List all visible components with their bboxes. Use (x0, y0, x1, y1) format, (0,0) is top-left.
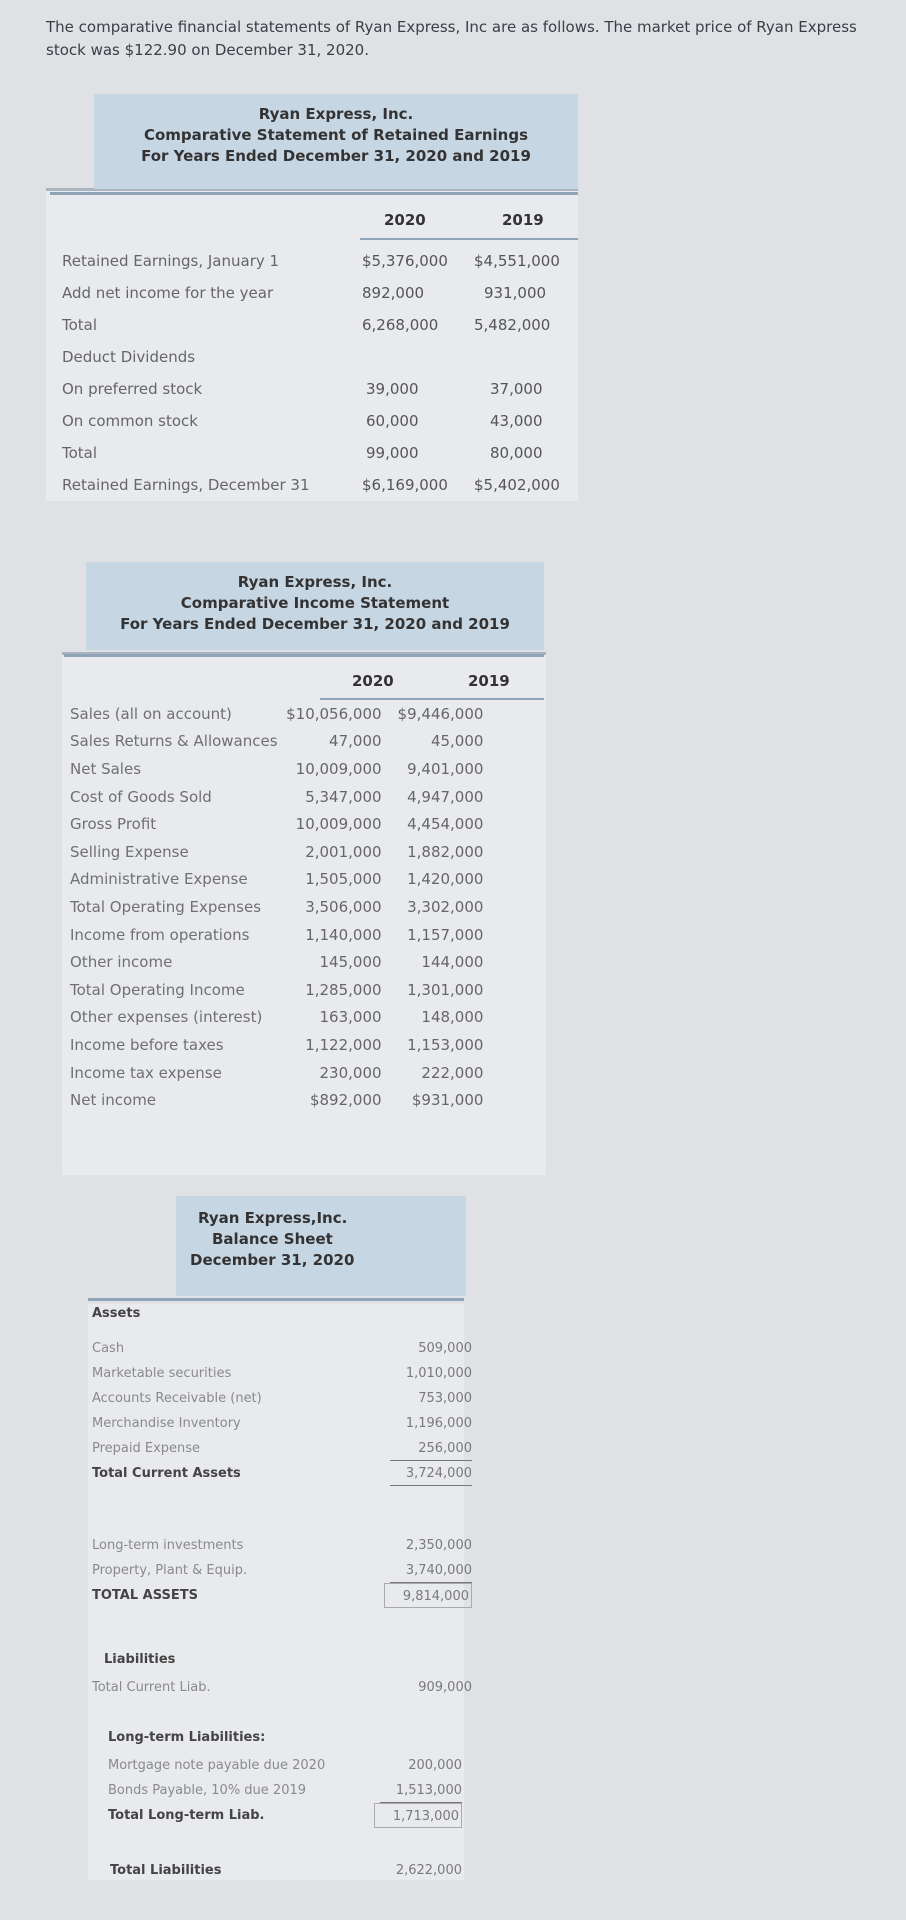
list-item (92, 1361, 472, 1386)
table-row (66, 976, 487, 1004)
item-label: Long-term investments (92, 1538, 244, 1553)
item-label: Total Current Assets (92, 1466, 241, 1481)
row-value-2019 (470, 341, 564, 373)
item-value: 909,000 (418, 1680, 472, 1695)
list-item (108, 1778, 462, 1803)
item-value: 200,000 (408, 1758, 462, 1773)
liabilities-label: Liabilities (104, 1652, 176, 1667)
row-value-2019: 148,000 (421, 1008, 484, 1027)
row-value-2020: 892,000 (362, 284, 425, 302)
row-value-2020: 10,009,000 (295, 759, 382, 778)
row-value-2019: 931,000 (484, 284, 547, 302)
assets-label: Assets (92, 1306, 141, 1321)
row-value-2019: 9,401,000 (407, 759, 484, 778)
row-value-2019: 222,000 (421, 1063, 484, 1082)
row-value-2020: $10,056,000 (286, 704, 382, 723)
row-value-2020: $892,000 (309, 1091, 382, 1110)
list-item (92, 1558, 472, 1583)
item-label: Prepaid Expense (92, 1441, 201, 1456)
table-row (66, 755, 487, 783)
item-value: 256,000 (390, 1436, 472, 1461)
item-value: 3,724,000 (390, 1461, 472, 1486)
table-row (58, 341, 564, 373)
list-item (92, 1461, 472, 1486)
re-col-2019: 2019 (502, 211, 544, 229)
table-row (66, 948, 487, 976)
row-value-2020: 39,000 (366, 380, 419, 398)
table-row (66, 728, 487, 756)
list-item (92, 1675, 472, 1700)
list-item (108, 1753, 462, 1778)
table-row (58, 309, 564, 341)
row-label: Deduct Dividends (62, 348, 196, 366)
table-row (66, 866, 487, 894)
row-value-2020: 3,506,000 (305, 897, 382, 916)
current-assets-list (92, 1336, 472, 1486)
item-label: TOTAL ASSETS (92, 1588, 198, 1603)
long-term-assets-list (92, 1533, 472, 1608)
item-label: Accounts Receivable (net) (92, 1391, 262, 1406)
table-row (58, 245, 564, 277)
is-period: For Years Ended December 31, 2020 and 2019 (120, 615, 510, 633)
is-company: Ryan Express, Inc. (237, 573, 393, 591)
total-liabilities-row (110, 1858, 462, 1883)
item-label: Property, Plant & Equip. (92, 1563, 248, 1578)
row-value-2019: $9,446,000 (397, 704, 484, 723)
table-row (66, 1059, 487, 1087)
table-row (66, 1086, 487, 1114)
item-value: 2,622,000 (395, 1863, 462, 1878)
row-value-2020: 2,001,000 (305, 842, 382, 861)
row-value-2019: 1,157,000 (407, 925, 484, 944)
table-row (66, 810, 487, 838)
item-label: Merchandise Inventory (92, 1416, 241, 1431)
row-value-2020: 1,122,000 (305, 1035, 382, 1054)
table-row (66, 893, 487, 921)
row-label: Sales (all on account) (70, 704, 232, 723)
row-value-2019: 1,882,000 (407, 842, 484, 861)
row-value-2019: 144,000 (421, 953, 484, 972)
table-row (66, 1031, 487, 1059)
row-value-2019: 43,000 (490, 412, 543, 430)
item-value: 1,713,000 (374, 1803, 462, 1828)
row-label: On preferred stock (62, 380, 203, 398)
list-item (92, 1386, 472, 1411)
row-value-2020: 99,000 (366, 444, 419, 462)
long-term-liabilities-label: Long-term Liabilities: (108, 1730, 266, 1745)
list-item (92, 1336, 472, 1361)
row-label: Retained Earnings, January 1 (62, 252, 280, 270)
row-label: Net Sales (70, 759, 142, 778)
item-value: 9,814,000 (384, 1583, 472, 1608)
row-value-2020: $5,376,000 (362, 252, 448, 270)
row-value-2020: 5,347,000 (305, 787, 382, 806)
row-label: Total (62, 316, 98, 334)
row-label: On common stock (62, 412, 198, 430)
item-value: 753,000 (418, 1391, 472, 1406)
re-company: Ryan Express, Inc. (258, 105, 414, 123)
row-value-2020: 60,000 (366, 412, 419, 430)
retained-earnings-table (58, 245, 564, 501)
row-value-2019: $4,551,000 (474, 252, 560, 270)
row-value-2020 (358, 341, 470, 373)
row-label: Income from operations (70, 925, 250, 944)
is-header-rule (64, 654, 544, 657)
list-item (92, 1436, 472, 1461)
row-value-2019: 1,301,000 (407, 980, 484, 999)
list-item (92, 1411, 472, 1436)
row-value-2020: 47,000 (329, 732, 382, 751)
row-value-2020: 145,000 (319, 953, 382, 972)
list-item (108, 1803, 462, 1828)
intro-text: The comparative financial statements of Ryan Express, Inc are as follows. The market price of Ryan Express stock was $122.90 on December 31, 2020. (46, 18, 857, 59)
item-value: 3,740,000 (390, 1558, 472, 1583)
item-label: Cash (92, 1341, 125, 1356)
row-value-2019: 5,482,000 (474, 316, 551, 334)
row-value-2019: 3,302,000 (407, 897, 484, 916)
table-row (58, 437, 564, 469)
bs-date: December 31, 2020 (190, 1251, 355, 1269)
income-statement-header (86, 562, 544, 650)
is-col-2019: 2019 (468, 672, 510, 690)
row-value-2020: 6,268,000 (362, 316, 439, 334)
row-value-2019: 4,947,000 (407, 787, 484, 806)
row-value-2020: 230,000 (319, 1063, 382, 1082)
long-term-liabilities-list (108, 1753, 462, 1828)
table-row (66, 783, 487, 811)
income-statement-table (66, 700, 487, 1114)
row-value-2020: $6,169,000 (362, 476, 448, 494)
item-value: 1,010,000 (405, 1366, 472, 1381)
row-label: Total (62, 444, 98, 462)
row-value-2019: 1,153,000 (407, 1035, 484, 1054)
re-title: Comparative Statement of Retained Earnings (143, 126, 529, 144)
row-label: Net income (70, 1091, 157, 1110)
re-col-2020: 2020 (384, 211, 426, 229)
row-label: Other expenses (interest) (70, 1008, 263, 1027)
bs-title: Balance Sheet (212, 1230, 333, 1248)
row-label: Retained Earnings, December 31 (62, 476, 310, 494)
balance-sheet-header (176, 1196, 466, 1296)
row-value-2019: 80,000 (490, 444, 543, 462)
row-value-2019: 4,454,000 (407, 815, 484, 834)
row-value-2019: 1,420,000 (407, 870, 484, 889)
row-value-2020: 1,505,000 (305, 870, 382, 889)
is-col-2020: 2020 (352, 672, 394, 690)
row-label: Sales Returns & Allowances (70, 732, 278, 751)
re-period: For Years Ended December 31, 2020 and 2019 (141, 147, 531, 165)
bs-company: Ryan Express,Inc. (198, 1209, 348, 1227)
item-value: 1,513,000 (380, 1778, 462, 1803)
row-value-2019: 45,000 (430, 732, 484, 751)
item-label: Total Long-term Liab. (108, 1808, 265, 1823)
row-label: Income tax expense (70, 1063, 222, 1082)
table-row (66, 838, 487, 866)
re-colhead-rule (360, 238, 578, 240)
item-value: 509,000 (418, 1341, 472, 1356)
row-label: Selling Expense (70, 842, 189, 861)
row-label: Cost of Goods Sold (70, 787, 212, 806)
table-row (66, 1004, 487, 1032)
item-label: Mortgage note payable due 2020 (108, 1758, 326, 1773)
table-row (58, 405, 564, 437)
row-value-2019: 37,000 (490, 380, 543, 398)
item-label: Bonds Payable, 10% due 2019 (108, 1783, 307, 1798)
row-value-2020: 1,140,000 (305, 925, 382, 944)
row-value-2020: 1,285,000 (305, 980, 382, 999)
is-title: Comparative Income Statement (180, 594, 450, 612)
retained-earnings-header (94, 94, 578, 189)
row-label: Total Operating Expenses (70, 897, 262, 916)
row-value-2019: $5,402,000 (474, 476, 560, 494)
re-header-rule (50, 192, 578, 195)
table-row (66, 921, 487, 949)
item-value: 1,196,000 (405, 1416, 472, 1431)
row-value-2020: 10,009,000 (295, 815, 382, 834)
item-value: 2,350,000 (405, 1538, 472, 1553)
row-value-2019: $931,000 (411, 1091, 484, 1110)
list-item (92, 1533, 472, 1558)
item-label: Marketable securities (92, 1366, 232, 1381)
list-item (92, 1583, 472, 1608)
row-label: Gross Profit (70, 815, 157, 834)
list-item (110, 1858, 462, 1883)
table-row (58, 277, 564, 309)
table-row (66, 700, 487, 728)
item-label: Total Current Liab. (92, 1680, 211, 1695)
current-liabilities-list (92, 1675, 472, 1700)
table-row (58, 373, 564, 405)
row-label: Other income (70, 953, 173, 972)
row-label: Administrative Expense (70, 870, 248, 889)
bs-header-rule (88, 1298, 464, 1301)
row-value-2020: 163,000 (319, 1008, 382, 1027)
row-label: Total Operating Income (70, 980, 245, 999)
row-label: Add net income for the year (62, 284, 274, 302)
item-label: Total Liabilities (110, 1863, 222, 1878)
row-label: Income before taxes (70, 1035, 224, 1054)
table-row (58, 469, 564, 501)
